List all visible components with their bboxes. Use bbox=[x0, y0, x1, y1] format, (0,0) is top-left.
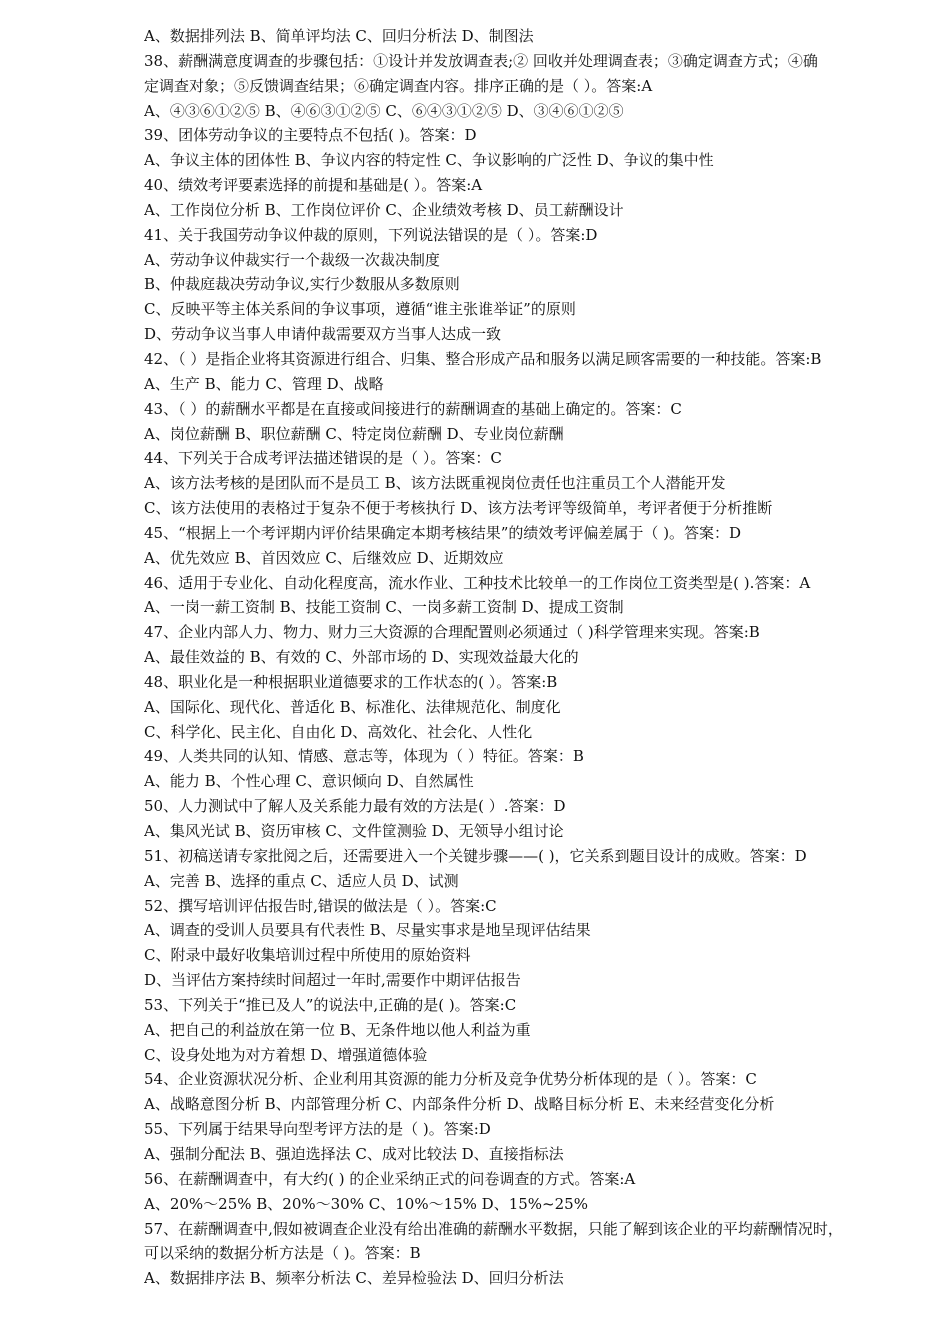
text-line: 52、撰写培训评估报告时,错误的做法是（ ）。答案:C bbox=[144, 896, 497, 915]
text-line: A、优先效应 B、首因效应 C、后继效应 D、近期效应 bbox=[144, 548, 504, 567]
text-line: A、完善 B、选择的重点 C、适应人员 D、试测 bbox=[144, 871, 459, 890]
text-line: 47、企业内部人力、物力、财力三大资源的合理配置则必须通过（ )科学管理来实现。答案:B bbox=[144, 623, 760, 642]
text-line: 54、企业资源状况分析、企业利用其资源的能力分析及竞争优势分析体现的是（ ）。答案：C bbox=[144, 1070, 757, 1089]
text-line: A、④③⑥①②⑤ B、④⑥③①②⑤ C、⑥④③①②⑤ D、③④⑥①②⑤ bbox=[144, 101, 624, 120]
text-line: A、数据排列法 B、简单评均法 C、回归分析法 D、制图法 bbox=[144, 27, 534, 45]
text-line: 38、薪酬满意度调查的步骤包括：①设计并发放调查表;② 回收并处理调查表；③确定调查方式；④确 bbox=[144, 51, 818, 70]
question-text-block bbox=[144, 24, 914, 1291]
text-line: 51、初稿送请专家批阅之后，还需要进入一个关键步骤——( )，它关系到题目设计的成败。答案：D bbox=[144, 846, 807, 865]
text-line: 可以采纳的数据分析方法是（ )。答案：B bbox=[144, 1244, 421, 1263]
text-line: 46、适用于专业化、自动化程度高，流水作业、工种技术比较单一的工作岗位工资类型是( ).答案：A bbox=[144, 573, 811, 592]
text-line: C、附录中最好收集培训过程中所使用的原始资料 bbox=[144, 946, 471, 965]
text-line: A、岗位薪酬 B、职位薪酬 C、特定岗位薪酬 D、专业岗位薪酬 bbox=[144, 424, 564, 443]
text-line: A、争议主体的团体性 B、争议内容的特定性 C、争议影响的广泛性 D、争议的集中性 bbox=[144, 151, 714, 170]
text-line: A、把自己的利益放在第一位 B、无条件地以他人利益为重 bbox=[144, 1020, 531, 1039]
text-line: A、一岗一薪工资制 B、技能工资制 C、一岗多薪工资制 D、提成工资制 bbox=[144, 598, 624, 617]
text-line: A、该方法考核的是团队而不是员工 B、该方法既重视岗位责任也注重员工个人潜能开发 bbox=[144, 474, 726, 493]
text-line: A、数据排序法 B、频率分析法 C、差异检验法 D、回归分析法 bbox=[144, 1269, 564, 1288]
text-line: B、仲裁庭裁决劳动争议,实行少数服从多数原则 bbox=[144, 275, 460, 294]
text-line: 44、下列关于合成考评法描述错误的是（ ）。答案：C bbox=[144, 449, 502, 468]
text-line: 定调查对象；⑤反馈调查结果；⑥确定调查内容。排序正确的是（ ）。答案:A bbox=[144, 76, 653, 95]
text-line: 50、人力测试中了解人及关系能力最有效的方法是( ）.答案：D bbox=[144, 797, 566, 816]
text-line: C、反映平等主体关系间的争议事项，遵循“谁主张谁举证”的原则 bbox=[144, 300, 576, 319]
text-line: 40、绩效考评要素选择的前提和基础是( ）。答案:A bbox=[144, 176, 483, 195]
text-line: 43、（ ）的薪酬水平都是在直接或间接进行的薪酬调查的基础上确定的。答案：C bbox=[144, 399, 682, 418]
text-line: 49、人类共同的认知、情感、意志等，体现为（ ）特征。答案：B bbox=[144, 747, 584, 766]
text-line: 48、职业化是一种根据职业道德要求的工作状态的( ）。答案:B bbox=[144, 672, 558, 691]
text-line: A、20%～25% B、20%～30% C、10%～15% D、15%~25% bbox=[144, 1194, 588, 1213]
text-line: A、生产 B、能力 C、管理 D、战略 bbox=[144, 374, 384, 393]
text-line: A、调查的受训人员要具有代表性 B、尽量实事求是地呈现评估结果 bbox=[144, 921, 591, 940]
text-line: A、劳动争议仲裁实行一个裁级一次裁决制度 bbox=[144, 250, 440, 269]
text-line: 41、关于我国劳动争议仲裁的原则，下列说法错误的是（ ）。答案:D bbox=[144, 225, 598, 244]
text-line: D、当评估方案持续时间超过一年时,需要作中期评估报告 bbox=[144, 971, 521, 990]
text-line: A、集风光试 B、资历审核 C、文件筐测验 D、无领导小组讨论 bbox=[144, 822, 564, 840]
text-line: 39、团体劳动争议的主要特点不包括( )。答案：D bbox=[144, 126, 477, 145]
text-line: A、能力 B、个性心理 C、意识倾向 D、自然属性 bbox=[144, 772, 474, 791]
text-line: 45、“根据上一个考评期内评价结果确定本期考核结果”的绩效考评偏差属于（ )。答案：D bbox=[144, 523, 742, 542]
text-line: C、设身处地为对方着想 D、增强道德体验 bbox=[144, 1045, 428, 1064]
text-line: D、劳动争议当事人申请仲裁需要双方当事人达成一致 bbox=[144, 325, 502, 344]
text-line: C、科学化、民主化、自由化 D、高效化、社会化、人性化 bbox=[144, 722, 533, 741]
text-line: A、战略意图分析 B、内部管理分析 C、内部条件分析 D、战略目标分析 E、未来经营变化分析 bbox=[144, 1095, 775, 1114]
text-line: A、强制分配法 B、强迫选择法 C、成对比较法 D、直接指标法 bbox=[144, 1144, 564, 1163]
text-line: 53、下列关于“推已及人”的说法中,正确的是( )。答案:C bbox=[144, 995, 517, 1014]
text-line: A、国际化、现代化、普适化 B、标准化、法律规范化、制度化 bbox=[144, 697, 561, 716]
text-line: 42、（ ）是指企业将其资源进行组合、归集、整合形成产品和服务以满足顾客需要的一种技能。答案:B bbox=[144, 349, 822, 368]
text-line: A、工作岗位分析 B、工作岗位评价 C、企业绩效考核 D、员工薪酬设计 bbox=[144, 200, 624, 219]
text-line: C、该方法使用的表格过于复杂不便于考核执行 D、该方法考评等级简单，考评者便于分析推断 bbox=[144, 499, 773, 518]
text-line: 57、在薪酬调查中,假如被调查企业没有给出准确的薪酬水平数据，只能了解到该企业的平均薪酬情况时， bbox=[144, 1219, 843, 1238]
text-line: A、最佳效益的 B、有效的 C、外部市场的 D、实现效益最大化的 bbox=[144, 648, 579, 667]
text-line: 56、在薪酬调查中，有大约( ) 的企业采纳正式的问卷调查的方式。答案:A bbox=[144, 1169, 636, 1188]
text-line: 55、下列属于结果导向型考评方法的是（ )。答案:D bbox=[144, 1120, 491, 1139]
